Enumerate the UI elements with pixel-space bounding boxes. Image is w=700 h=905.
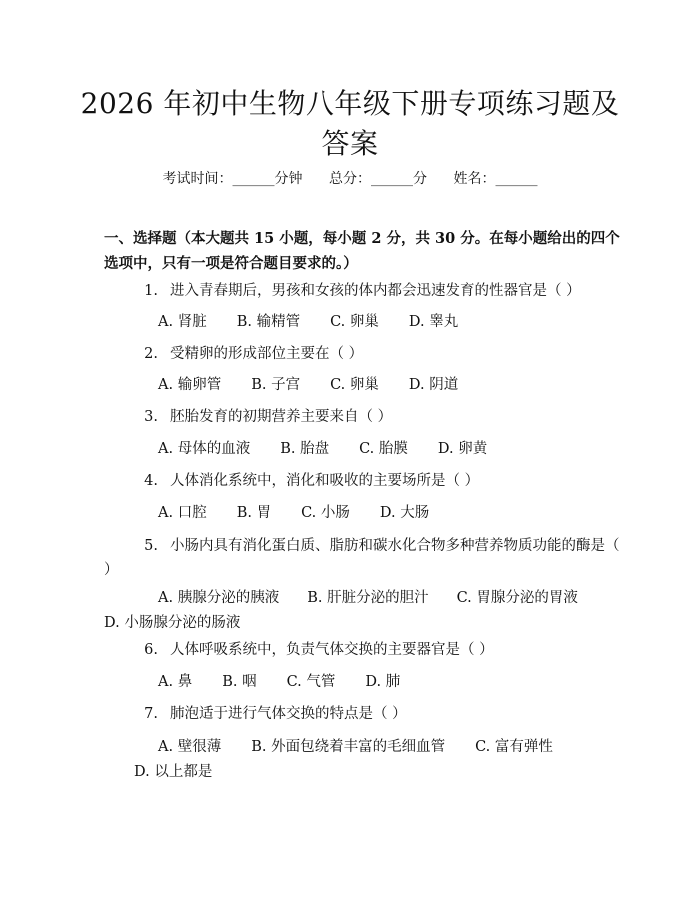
question-text: 小肠内具有消化蛋白质、脂肪和碳水化合物多种营养物质功能的酶是（ ） — [104, 538, 620, 578]
question-3 — [104, 405, 624, 429]
option-c: C. 小肠 — [301, 505, 350, 521]
option-d: D. 阴道 — [408, 377, 459, 393]
option-d: D. 睾丸 — [408, 314, 459, 330]
question-6-options — [104, 670, 594, 695]
option-a: A. 胰腺分泌的胰液 — [158, 590, 280, 606]
question-6 — [104, 638, 624, 662]
page-title: 2026 年初中生物八年级下册专项练习题及答案 — [80, 87, 620, 160]
option-b: B. 咽 — [222, 674, 257, 690]
option-a: A. 壁很薄 — [158, 739, 222, 755]
question-2-options — [104, 373, 594, 398]
option-d: D. 卵黄 — [437, 441, 488, 457]
exam-time-field: 考试时间：______分钟 — [162, 171, 303, 187]
total-score-field: 总分：______分 — [329, 171, 427, 187]
question-5-options — [104, 586, 604, 636]
question-number: 2. — [144, 346, 158, 362]
question-number: 4. — [144, 473, 158, 489]
option-b: B. 胎盘 — [280, 441, 330, 457]
option-c: C. 卵巢 — [330, 314, 379, 330]
option-a: A. 肾脏 — [158, 314, 207, 330]
question-number: 6. — [144, 642, 158, 658]
option-c: C. 胎膜 — [359, 441, 408, 457]
option-b: B. 外面包绕着丰富的毛细血管 — [251, 739, 446, 755]
question-1 — [104, 279, 624, 303]
exam-info-line — [0, 168, 700, 188]
option-b: B. 子宫 — [251, 377, 301, 393]
option-d: D. 肺 — [365, 674, 401, 690]
option-b: B. 肝脏分泌的胆汁 — [307, 590, 429, 606]
option-d: D. 小肠腺分泌的肠液 — [104, 615, 241, 631]
option-c: C. 卵巢 — [330, 377, 379, 393]
question-number: 5. — [144, 538, 158, 554]
option-a: A. 鼻 — [158, 674, 193, 690]
question-text: 受精卵的形成部位主要在（ ） — [170, 346, 364, 362]
option-d: D. 以上都是 — [134, 764, 213, 780]
question-text: 人体消化系统中，消化和吸收的主要场所是（ ） — [170, 473, 480, 489]
question-text: 人体呼吸系统中，负责气体交换的主要器官是（ ） — [170, 642, 494, 658]
question-number: 3. — [144, 409, 158, 425]
question-4 — [104, 469, 624, 493]
option-c: C. 胃腺分泌的胃液 — [456, 590, 578, 606]
question-5 — [104, 534, 624, 582]
option-d: D. 大肠 — [379, 505, 430, 521]
option-c: C. 气管 — [286, 674, 336, 690]
question-text: 进入青春期后，男孩和女孩的体内都会迅速发育的性器官是（ ） — [170, 283, 581, 299]
question-4-options — [104, 501, 594, 526]
question-number: 7. — [144, 706, 158, 722]
option-b: B. 胃 — [236, 505, 272, 521]
option-a: A. 母体的血液 — [158, 441, 251, 457]
question-3-options — [104, 437, 594, 462]
student-name-field: 姓名：______ — [453, 171, 538, 187]
question-number: 1. — [144, 283, 158, 299]
option-a: A. 输卵管 — [158, 377, 222, 393]
option-a: A. 口腔 — [158, 505, 207, 521]
question-7-options — [104, 735, 596, 785]
question-text: 肺泡适于进行气体交换的特点是（ ） — [170, 706, 407, 722]
option-c: C. 富有弹性 — [475, 739, 553, 755]
question-text: 胚胎发育的初期营养主要来自（ ） — [170, 409, 393, 425]
section-heading: 一、选择题（本大题共 15 小题，每小题 2 分，共 30 分。在每小题给出的四个选项中，只有一项是符合题目要求的。） — [104, 230, 620, 272]
question-1-options — [104, 310, 594, 335]
question-7 — [104, 702, 624, 726]
question-2 — [104, 342, 624, 366]
option-b: B. 输精管 — [236, 314, 301, 330]
